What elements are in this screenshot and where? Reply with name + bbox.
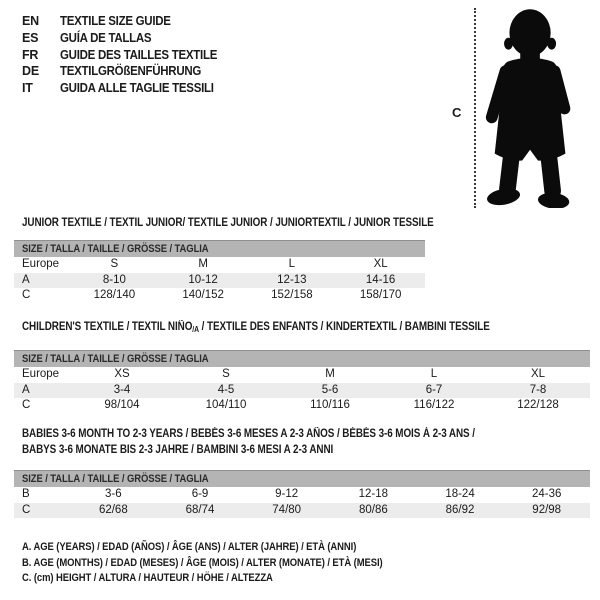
months-cell: 24-36 [531, 488, 562, 500]
height-cell: 98/104 [104, 399, 140, 411]
height-cell: 152/158 [271, 289, 313, 301]
language-row-it [22, 80, 231, 97]
table-row-height [14, 398, 590, 414]
row-label: C [22, 503, 31, 516]
table-row-europe [14, 367, 590, 383]
language-code: DE [22, 64, 39, 79]
height-cell: 80/86 [358, 503, 388, 516]
table-row-months [14, 487, 590, 503]
size-cell: XL [373, 258, 388, 270]
language-label: GUIDA ALLE TAGLIE TESSILI [60, 81, 214, 96]
height-cell: 74/80 [272, 503, 302, 516]
months-cell: 18-24 [445, 488, 475, 500]
language-row-fr [22, 46, 231, 63]
junior-section-title [22, 217, 501, 229]
language-row-en [22, 13, 231, 30]
age-cell: 6-7 [425, 383, 443, 396]
height-cell: 110/116 [310, 399, 350, 411]
months-cell: 6-9 [191, 488, 209, 500]
footnote-b: B. AGE (MONTHS) / EDAD (MESES) / ÂGE (MOIS) / ALTER (MONATE) / ETÀ (MESI) [22, 556, 383, 569]
babies-size-table [14, 470, 590, 518]
babies-title-line1: BABIES 3-6 MONTH TO 2-3 YEARS / BEBÉS 3-6 MESES A 2-3 AÑOS / BÉBÉS 3-6 MOIS À 2-3 ANS / [22, 428, 475, 440]
table-row-age [14, 273, 425, 289]
height-cell: 116/122 [413, 399, 455, 411]
months-cell: 9-12 [275, 488, 299, 500]
language-list [22, 13, 231, 96]
footnote-c: C. (cm) HEIGHT / ALTURA / HAUTEUR / HÖHE / ALTEZZA [22, 572, 273, 585]
months-cell: 12-18 [358, 488, 389, 500]
months-cell: 3-6 [105, 488, 122, 500]
children-size-table [14, 350, 590, 414]
language-code: ES [22, 31, 39, 46]
size-cell: M [325, 368, 335, 380]
children-section-title [22, 321, 566, 334]
children-title-sub: /A [192, 325, 200, 334]
height-cell: 86/92 [445, 503, 475, 516]
row-label: C [22, 399, 31, 411]
language-code: EN [22, 14, 39, 29]
children-title-text [22, 321, 490, 334]
row-label: Europe [22, 368, 60, 380]
age-cell: 12-13 [277, 273, 307, 286]
size-header-band [14, 350, 590, 367]
language-label: GUIDE DES TAILLES TEXTILE [60, 47, 218, 62]
height-cell: 92/98 [532, 503, 562, 516]
legend-footnotes [22, 541, 441, 588]
children-title-post: / TEXTILE DES ENFANTS / KINDERTEXTIL / BAMBINI TESSILE [199, 321, 490, 333]
language-row-de [22, 63, 231, 80]
row-label: A [22, 273, 30, 286]
babies-title-line2: BABYS 3-6 MONATE BIS 2-3 JAHRE / BAMBINI 3-6 MESI A 2-3 ANNI [22, 443, 334, 456]
language-label: TEXTILE SIZE GUIDE [60, 14, 171, 29]
age-cell: 7-8 [529, 383, 547, 396]
age-cell: 10-12 [188, 273, 218, 286]
height-cell: 158/170 [359, 289, 402, 301]
table-row-europe [14, 257, 425, 273]
age-cell: 5-6 [321, 383, 339, 396]
table-row-age [14, 383, 590, 399]
row-label: B [22, 488, 30, 500]
height-cell: 140/152 [182, 289, 224, 301]
size-cell: XL [530, 368, 546, 380]
junior-size-table [14, 240, 425, 304]
height-cell: 104/110 [205, 399, 247, 411]
age-cell: 3-4 [113, 383, 131, 396]
size-cell: S [110, 258, 119, 270]
size-header-text: SIZE / TALLA / TAILLE / GRÖSSE / TAGLIA [22, 243, 209, 255]
size-cell: L [288, 258, 296, 270]
baby-silhouette-icon [479, 6, 587, 208]
table-row-height [14, 288, 425, 304]
size-cell: XS [114, 368, 130, 380]
size-header-text: SIZE / TALLA / TAILLE / GRÖSSE / TAGLIA [22, 473, 209, 485]
row-label: C [22, 289, 31, 301]
row-label: A [22, 383, 30, 396]
height-measure-dotted-line [474, 8, 476, 208]
junior-title-text: JUNIOR TEXTILE / TEXTIL JUNIOR/ TEXTILE JUNIOR / JUNIORTEXTIL / JUNIOR TESSILE [22, 217, 434, 229]
row-label: Europe [22, 258, 60, 270]
size-cell: M [198, 258, 208, 270]
measure-c-label: C [452, 105, 462, 120]
children-title-pre: CHILDREN'S TEXTILE / TEXTIL NIÑO [22, 321, 193, 333]
language-row-es [22, 30, 231, 47]
size-header-text: SIZE / TALLA / TAILLE / GRÖSSE / TAGLIA [22, 353, 209, 365]
language-label: TEXTILGRÖßENFÜHRUNG [60, 64, 202, 79]
language-code: IT [22, 81, 33, 96]
height-cell: 68/74 [185, 503, 215, 516]
size-header-band [14, 470, 590, 487]
language-label: GUÍA DE TALLAS [60, 31, 152, 46]
size-cell: S [222, 368, 230, 380]
table-row-height [14, 503, 590, 519]
size-cell: L [430, 368, 438, 380]
size-header-band [14, 240, 425, 257]
age-cell: 8-10 [102, 273, 126, 286]
age-cell: 4-5 [217, 383, 235, 396]
height-cell: 122/128 [517, 399, 559, 411]
age-cell: 14-16 [365, 273, 396, 286]
height-cell: 62/68 [98, 503, 128, 516]
babies-section-title [22, 428, 549, 459]
height-cell: 128/140 [93, 289, 136, 301]
footnote-a: A. AGE (YEARS) / EDAD (AÑOS) / ÂGE (ANS) / ALTER (JAHRE) / ETÀ (ANNI) [22, 541, 357, 553]
language-code: FR [22, 47, 39, 62]
